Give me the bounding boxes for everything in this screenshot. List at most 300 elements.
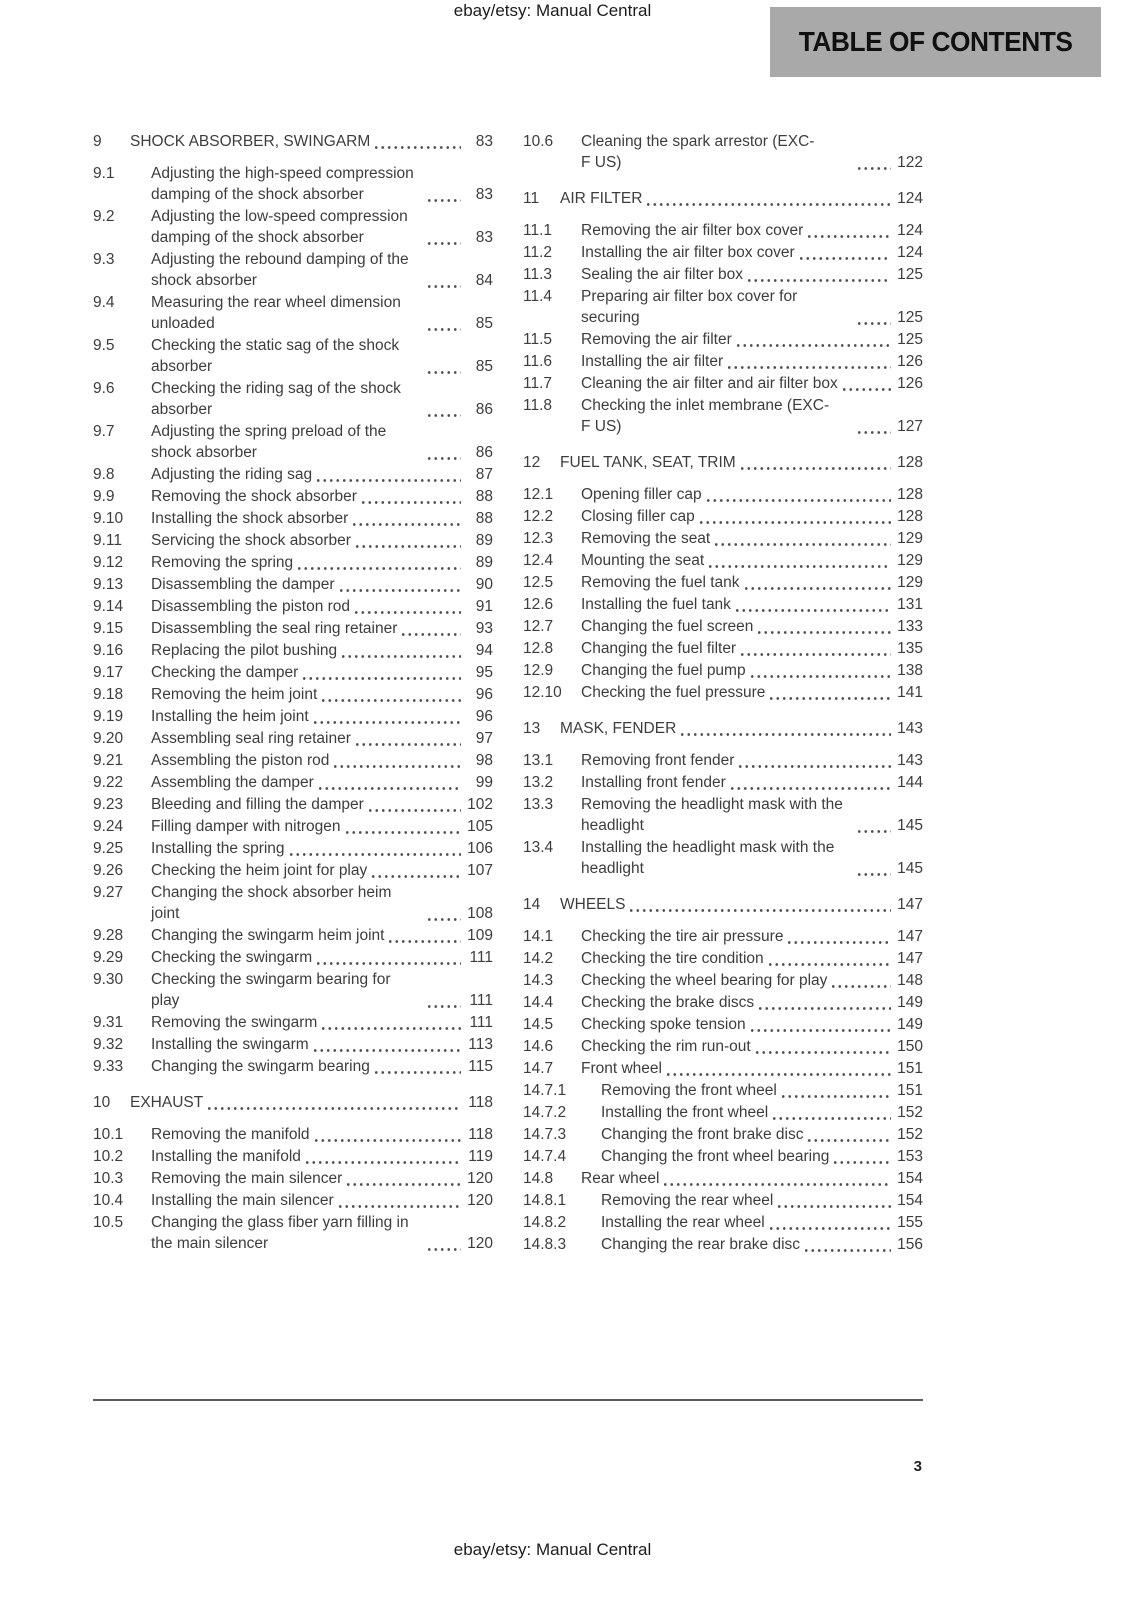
- dot-leader: [426, 446, 461, 461]
- entry-number: 9.13: [93, 576, 124, 593]
- toc-body: [93, 131, 923, 1256]
- entry-title: Checking the rim run-out: [581, 1038, 751, 1055]
- entry-page-number: 88: [475, 510, 493, 527]
- entry-number: 14.6: [523, 1038, 554, 1055]
- dot-leader: [754, 1040, 891, 1055]
- entry-title: Checking the wheel bearing for play: [581, 972, 828, 989]
- toc-entry: [93, 335, 493, 377]
- entry-title: Changing the shock absorber heim joint: [151, 884, 392, 922]
- entry-title: Changing the swingarm bearing: [151, 1058, 370, 1075]
- entry-number: 9.24: [93, 818, 124, 835]
- toc-section-header: [523, 894, 923, 915]
- dot-leader: [373, 135, 461, 150]
- dot-leader: [301, 666, 461, 681]
- toc-entry: [93, 728, 493, 749]
- footer-watermark: ebay/etsy: Manual Central: [453, 1540, 652, 1559]
- entry-number: 14.5: [523, 1016, 554, 1033]
- entry-title: Changing the front wheel bearing: [601, 1148, 830, 1165]
- entry-body: [151, 662, 493, 683]
- entry-number: 9.8: [93, 466, 115, 483]
- entry-title: Removing front fender: [581, 752, 735, 769]
- toc-entry: [523, 351, 923, 372]
- entry-page-number: 154: [897, 1192, 923, 1209]
- dot-leader: [315, 951, 461, 966]
- entry-title: Checking the static sag of the shock absorber: [151, 337, 400, 375]
- toc-entry: [93, 947, 493, 968]
- entry-body: [151, 1168, 493, 1189]
- entry-body: [151, 1056, 493, 1077]
- dot-leader: [344, 820, 461, 835]
- section-title: FUEL TANK, SEAT, TRIM: [560, 454, 736, 471]
- entry-title: Removing the air filter: [581, 331, 732, 348]
- entry-number: 12.2: [523, 508, 554, 525]
- entry-title: Cleaning the air filter and air filter box: [581, 375, 838, 392]
- entry-number: 9.29: [93, 949, 124, 966]
- section-header-body: [130, 131, 493, 152]
- entry-title: Installing the air filter: [581, 353, 724, 370]
- toc-entry: [93, 1012, 493, 1033]
- entry-body: [151, 163, 493, 205]
- toc-section-block: [523, 452, 923, 703]
- entry-body: [601, 1124, 923, 1145]
- entry-title: Removing the spring: [151, 554, 294, 571]
- entry-body: [581, 1168, 923, 1189]
- entry-title: Installing the shock absorber: [151, 510, 349, 527]
- dot-leader: [315, 468, 461, 483]
- entry-body: [151, 421, 493, 463]
- entry-number: 11.5: [523, 331, 553, 348]
- entry-page-number: 150: [897, 1038, 923, 1055]
- entry-number: 9.20: [93, 730, 124, 747]
- entry-number: 14.7.4: [523, 1148, 567, 1165]
- entry-title: Checking the damper: [151, 664, 299, 681]
- dot-leader: [841, 377, 891, 392]
- entry-title: Removing the front wheel: [601, 1082, 777, 1099]
- entry-number: 9.33: [93, 1058, 124, 1075]
- entry-title: Removing the fuel tank: [581, 574, 740, 591]
- dot-leader: [288, 842, 461, 857]
- dot-leader: [856, 311, 891, 326]
- entry-body: [581, 329, 923, 350]
- toc-entry: [523, 220, 923, 241]
- dot-leader: [767, 952, 891, 967]
- dot-leader: [757, 996, 891, 1011]
- entry-page-number: 91: [475, 598, 493, 615]
- toc-entry: [523, 1036, 923, 1057]
- entry-title: Front wheel: [581, 1060, 662, 1077]
- toc-entry: [93, 1124, 493, 1145]
- entry-number: 9.16: [93, 642, 124, 659]
- entry-page-number: 149: [897, 1016, 923, 1033]
- entry-page-number: 85: [475, 358, 493, 375]
- dot-leader: [806, 1128, 891, 1143]
- entry-body: [581, 395, 923, 437]
- section-page-number: 83: [475, 133, 493, 150]
- toc-entry: [523, 1102, 923, 1123]
- entry-number: 14.7.1: [523, 1082, 567, 1099]
- dot-leader: [426, 188, 461, 203]
- entry-number: 14.2: [523, 950, 554, 967]
- entry-page-number: 96: [475, 686, 493, 703]
- entry-page-number: 129: [897, 552, 923, 569]
- toc-section-header: [93, 131, 493, 152]
- entry-title: Checking the swingarm bearing for play: [151, 971, 391, 1009]
- entry-body: [601, 1080, 923, 1101]
- toc-section-block: [523, 894, 923, 1255]
- entry-number: 9.4: [93, 294, 115, 311]
- entry-body: [581, 286, 923, 328]
- entry-body: [581, 992, 923, 1013]
- toc-entry: [523, 1190, 923, 1211]
- toc-entry: [523, 286, 923, 328]
- dot-leader: [628, 898, 891, 913]
- entry-title: Disassembling the damper: [151, 576, 335, 593]
- entry-body: [151, 750, 493, 771]
- entry-title: Adjusting the high-speed compression damping of the shock absorber: [151, 165, 414, 203]
- dot-leader: [351, 512, 461, 527]
- section-number: 10: [93, 1094, 111, 1111]
- toc-entry: [523, 572, 923, 593]
- section-number: 12: [523, 454, 541, 471]
- dot-leader: [707, 554, 891, 569]
- entry-body: [581, 550, 923, 571]
- section-number: 9: [93, 133, 102, 150]
- entry-page-number: 152: [897, 1104, 923, 1121]
- dot-leader: [729, 776, 891, 791]
- section-number: 14: [523, 896, 541, 913]
- entry-body: [581, 772, 923, 793]
- toc-entry: [523, 616, 923, 637]
- entry-body: [151, 772, 493, 793]
- entry-body: [151, 640, 493, 661]
- toc-section-header: [93, 1092, 493, 1113]
- entry-body: [151, 684, 493, 705]
- dot-leader: [426, 1237, 461, 1252]
- entry-body: [581, 528, 923, 549]
- toc-entry: [93, 969, 493, 1011]
- toc-entry: [93, 706, 493, 727]
- toc-entry: [93, 1212, 493, 1254]
- entry-number: 12.1: [523, 486, 554, 503]
- toc-entry: [523, 660, 923, 681]
- entry-title: Adjusting the rebound damping of the shock absorber: [151, 251, 409, 289]
- dot-leader: [786, 930, 891, 945]
- entry-number: 12.8: [523, 640, 554, 657]
- section-page-number: 147: [897, 896, 923, 913]
- entry-page-number: 154: [897, 1170, 923, 1187]
- entry-number: 12.7: [523, 618, 554, 635]
- entry-number: 13.1: [523, 752, 554, 769]
- section-title: SHOCK ABSORBER, SWINGARM: [130, 133, 371, 150]
- entry-body: [151, 552, 493, 573]
- entry-body: [581, 373, 923, 394]
- dot-leader: [726, 355, 891, 370]
- entry-title: Removing the headlight mask with the headlight: [581, 796, 843, 834]
- header-watermark: ebay/etsy: Manual Central: [453, 1, 652, 20]
- entry-body: [581, 220, 923, 241]
- entry-title: Installing the headlight mask with the headlight: [581, 839, 835, 877]
- entry-body: [581, 572, 923, 593]
- toc-entry: [523, 750, 923, 771]
- dot-leader: [400, 622, 461, 637]
- section-page-number: 118: [468, 1094, 493, 1111]
- entry-page-number: 111: [469, 1014, 493, 1031]
- entry-page-number: 151: [897, 1060, 923, 1077]
- entry-number: 14.3: [523, 972, 554, 989]
- toc-entry: [93, 1056, 493, 1077]
- entry-page-number: 93: [475, 620, 493, 637]
- entry-title: Adjusting the low-speed compression damping of the shock absorber: [151, 208, 408, 246]
- dot-leader: [798, 246, 891, 261]
- entry-number: 11.4: [523, 288, 553, 305]
- section-header-body: [560, 188, 923, 209]
- entry-page-number: 119: [468, 1148, 493, 1165]
- entry-body: [151, 860, 493, 881]
- entry-body: [151, 508, 493, 529]
- toc-entry: [523, 1058, 923, 1079]
- entry-number: 9.5: [93, 337, 115, 354]
- section-page-number: 143: [897, 720, 923, 737]
- entry-title: Disassembling the seal ring retainer: [151, 620, 398, 637]
- section-title: AIR FILTER: [560, 190, 643, 207]
- entry-title: Assembling the damper: [151, 774, 314, 791]
- entry-number: 10.5: [93, 1214, 124, 1231]
- dot-leader: [665, 1062, 891, 1077]
- toc-section-header: [523, 188, 923, 209]
- entry-title: Rear wheel: [581, 1170, 660, 1187]
- entry-body: [601, 1146, 923, 1167]
- entry-title: Changing the glass fiber yarn filling in the main silencer: [151, 1214, 409, 1252]
- entry-body: [581, 682, 923, 703]
- entry-title: Removing the shock absorber: [151, 488, 357, 505]
- entry-body: [581, 242, 923, 263]
- toc-entry: [93, 1146, 493, 1167]
- entry-page-number: 115: [468, 1058, 493, 1075]
- entry-number: 14.4: [523, 994, 554, 1011]
- entry-page-number: 89: [475, 554, 493, 571]
- toc-entry: [523, 1212, 923, 1233]
- dot-leader: [806, 224, 891, 239]
- toc-entry: [93, 486, 493, 507]
- toc-entry: [93, 882, 493, 924]
- entry-title: Closing filler cap: [581, 508, 695, 525]
- dot-leader: [739, 642, 891, 657]
- entry-page-number: 109: [467, 927, 493, 944]
- entry-page-number: 144: [897, 774, 923, 791]
- dot-leader: [856, 420, 891, 435]
- entry-title: Checking the brake discs: [581, 994, 755, 1011]
- dot-leader: [353, 600, 461, 615]
- entry-page-number: 135: [897, 640, 923, 657]
- entry-title: Replacing the pilot bushing: [151, 642, 338, 659]
- entry-page-number: 118: [468, 1126, 493, 1143]
- toc-banner: [770, 7, 1101, 77]
- entry-page-number: 111: [469, 949, 493, 966]
- dot-leader: [367, 798, 461, 813]
- entry-page-number: 86: [475, 444, 493, 461]
- toc-entry: [523, 594, 923, 615]
- entry-number: 14.8.1: [523, 1192, 567, 1209]
- entry-body: [601, 1190, 923, 1211]
- entry-number: 14.1: [523, 928, 554, 945]
- entry-body: [581, 131, 923, 173]
- entry-title: Changing the fuel filter: [581, 640, 737, 657]
- dot-leader: [370, 864, 461, 879]
- entry-number: 9.9: [93, 488, 115, 505]
- entry-title: Installing the front wheel: [601, 1104, 769, 1121]
- section-header-body: [560, 894, 923, 915]
- entry-page-number: 89: [475, 532, 493, 549]
- entry-number: 9.7: [93, 423, 115, 440]
- toc-entry: [523, 550, 923, 571]
- toc-entry: [523, 948, 923, 969]
- entry-page-number: 84: [475, 272, 493, 289]
- entry-body: [151, 1212, 493, 1254]
- dot-leader: [426, 317, 461, 332]
- entry-body: [151, 882, 493, 924]
- toc-entry: [523, 1080, 923, 1101]
- entry-page-number: 95: [475, 664, 493, 681]
- toc-entry: [523, 395, 923, 437]
- entry-body: [151, 249, 493, 291]
- entry-title: Bleeding and filling the damper: [151, 796, 364, 813]
- toc-section-block: [93, 131, 493, 1077]
- entry-number: 9.19: [93, 708, 124, 725]
- entry-title: Installing the rear wheel: [601, 1214, 765, 1231]
- entry-title: Installing the spring: [151, 840, 285, 857]
- toc-entry: [93, 596, 493, 617]
- dot-leader: [426, 907, 461, 922]
- dot-leader: [803, 1238, 891, 1253]
- entry-number: 9.30: [93, 971, 124, 988]
- entry-page-number: 129: [897, 574, 923, 591]
- entry-number: 9.3: [93, 251, 115, 268]
- entry-page-number: 83: [475, 229, 493, 246]
- toc-entry: [523, 1124, 923, 1145]
- dot-leader: [332, 754, 461, 769]
- dot-leader: [776, 1194, 891, 1209]
- dot-leader: [304, 1150, 461, 1165]
- entry-title: Installing front fender: [581, 774, 726, 791]
- entry-body: [151, 464, 493, 485]
- entry-body: [151, 530, 493, 551]
- entry-body: [151, 1146, 493, 1167]
- dot-leader: [345, 1172, 461, 1187]
- toc-entry: [93, 249, 493, 291]
- entry-title: Checking the heim joint for play: [151, 862, 368, 879]
- entry-page-number: 94: [475, 642, 493, 659]
- dot-leader: [679, 722, 891, 737]
- entry-number: 9.2: [93, 208, 115, 225]
- entry-body: [151, 728, 493, 749]
- entry-title: Installing the manifold: [151, 1148, 301, 1165]
- entry-body: [581, 1014, 923, 1035]
- entry-title: Checking the riding sag of the shock absorber: [151, 380, 401, 418]
- toc-entry: [93, 552, 493, 573]
- entry-page-number: 138: [897, 662, 923, 679]
- entry-body: [151, 206, 493, 248]
- toc-entry: [523, 837, 923, 879]
- toc-entry: [93, 618, 493, 639]
- dot-leader: [317, 776, 461, 791]
- entry-title: Removing the main silencer: [151, 1170, 343, 1187]
- entry-page-number: 127: [897, 418, 923, 435]
- toc-entry: [523, 506, 923, 527]
- entry-page-number: 83: [475, 186, 493, 203]
- toc-entry: [523, 772, 923, 793]
- toc-entry: [523, 1168, 923, 1189]
- entry-title: Checking the tire condition: [581, 950, 764, 967]
- entry-title: Filling damper with nitrogen: [151, 818, 341, 835]
- toc-column-right: [523, 131, 923, 1256]
- entry-page-number: 97: [475, 730, 493, 747]
- entry-number: 13.3: [523, 796, 554, 813]
- entry-page-number: 125: [897, 331, 923, 348]
- entry-number: 11.1: [523, 222, 553, 239]
- entry-page-number: 133: [897, 618, 923, 635]
- entry-page-number: 148: [897, 972, 923, 989]
- dot-leader: [296, 556, 461, 571]
- dot-leader: [426, 274, 461, 289]
- toc-entry: [93, 421, 493, 463]
- entry-body: [581, 594, 923, 615]
- toc-section-header: [523, 718, 923, 739]
- dot-leader: [320, 688, 461, 703]
- entry-body: [151, 794, 493, 815]
- dot-leader: [426, 231, 461, 246]
- entry-title: Preparing air filter box cover for securing: [581, 288, 798, 326]
- entry-body: [151, 378, 493, 420]
- toc-entry: [523, 970, 923, 991]
- dot-leader: [771, 1106, 891, 1121]
- toc-section-block: [523, 718, 923, 879]
- toc-entry: [93, 794, 493, 815]
- entry-page-number: 111: [469, 992, 493, 1009]
- section-page-number: 124: [897, 190, 923, 207]
- entry-number: 9.12: [93, 554, 124, 571]
- entry-number: 9.23: [93, 796, 124, 813]
- dot-leader: [734, 598, 891, 613]
- entry-body: [581, 484, 923, 505]
- entry-number: 10.3: [93, 1170, 124, 1187]
- entry-body: [581, 660, 923, 681]
- entry-body: [151, 1034, 493, 1055]
- toc-entry: [523, 926, 923, 947]
- entry-page-number: 108: [467, 905, 493, 922]
- toc-entry: [93, 292, 493, 334]
- entry-number: 12.6: [523, 596, 554, 613]
- entry-number: 9.6: [93, 380, 115, 397]
- entry-number: 10.6: [523, 133, 554, 150]
- dot-leader: [737, 754, 891, 769]
- entry-page-number: 85: [475, 315, 493, 332]
- entry-number: 9.15: [93, 620, 124, 637]
- toc-entry: [523, 131, 923, 173]
- entry-body: [151, 618, 493, 639]
- entry-title: Installing the swingarm: [151, 1036, 309, 1053]
- entry-title: Changing the front brake disc: [601, 1126, 804, 1143]
- footer-divider: [93, 1399, 923, 1401]
- section-number: 13: [523, 720, 541, 737]
- entry-body: [151, 706, 493, 727]
- entry-title: Cleaning the spark arrestor (EXC-F US): [581, 133, 815, 171]
- section-title: WHEELS: [560, 896, 626, 913]
- entry-body: [151, 292, 493, 334]
- entry-page-number: 86: [475, 401, 493, 418]
- entry-title: Assembling the piston rod: [151, 752, 330, 769]
- entry-page-number: 106: [467, 840, 493, 857]
- entry-page-number: 129: [897, 530, 923, 547]
